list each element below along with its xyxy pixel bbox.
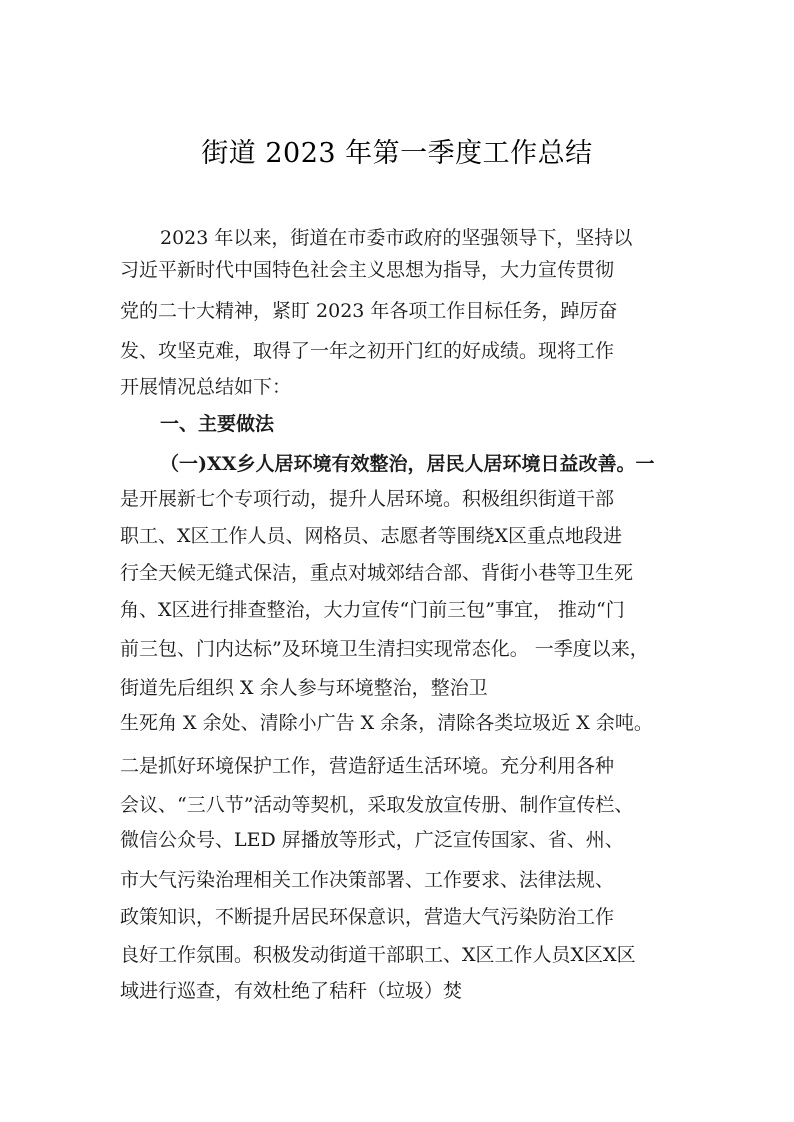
- paragraph-line: 良好工作氛围。积极发动街道干部职工、X区工作人员X区X区: [120, 944, 636, 966]
- paragraph-line: 2023 年以来，街道在市委市政府的坚强领导下，坚持以: [160, 227, 633, 249]
- paragraph-line: 生死角 X 余处、清除小广告 X 余条，清除各类垃圾近 X 余吨。: [120, 712, 653, 734]
- paragraph-line: 是开展新七个专项行动，提升人居环境。积极组织街道干部: [120, 488, 615, 510]
- paragraph-line: 发、攻坚克难，取得了一年之初开门红的好成绩。现将工作: [120, 340, 615, 362]
- section-heading: 一、主要做法: [160, 413, 275, 435]
- paragraph-line: 市大气污染治理相关工作决策部署、工作要求、法律法规、: [120, 869, 615, 891]
- paragraph-line: 职工、X区工作人员、网格员、志愿者等围绕X区重点地段进: [120, 525, 623, 547]
- paragraph-line: 二是抓好环境保护工作，营造舒适生活环境。充分利用各种: [120, 755, 615, 777]
- document-title: 街道 2023 年第一季度工作总结: [201, 138, 593, 169]
- paragraph-line: 开展情况总结如下：: [120, 376, 292, 398]
- paragraph-line: 前三包、门内达标”及环境卫生清扫实现常态化。 一季度以来，: [120, 638, 649, 660]
- paragraph-line: 会议、“三八节”活动等契机，采取发放宣传册、制作宣传栏、: [120, 794, 634, 816]
- paragraph-line: 政策知识，不断提升居民环保意识，营造大气污染防治工作: [120, 906, 615, 928]
- paragraph-line: 习近平新时代中国特色社会主义思想为指导，大力宣传贯彻: [120, 259, 615, 281]
- paragraph-line: 微信公众号、LED 屏播放等形式，广泛宣传国家、省、州、: [120, 829, 624, 851]
- paragraph-line: 行全天候无缝式保洁，重点对城郊结合部、背街小巷等卫生死: [120, 562, 634, 584]
- paragraph-line: 角、X区进行排查整治，大力宣传“门前三包”事宜， 推动“门: [120, 599, 625, 621]
- paragraph-line: 党的二十大精神，紧盯 2023 年各项工作目标任务，踔厉奋: [120, 300, 618, 322]
- paragraph-line: 域进行巡查，有效杜绝了秸秆（垃圾）焚: [120, 980, 463, 1002]
- subsection-heading: （一)XX乡人居环境有效整治，居民人居环境日益改善。一: [160, 453, 655, 475]
- paragraph-line: 街道先后组织 X 余人参与环境整治，整治卫: [120, 677, 488, 699]
